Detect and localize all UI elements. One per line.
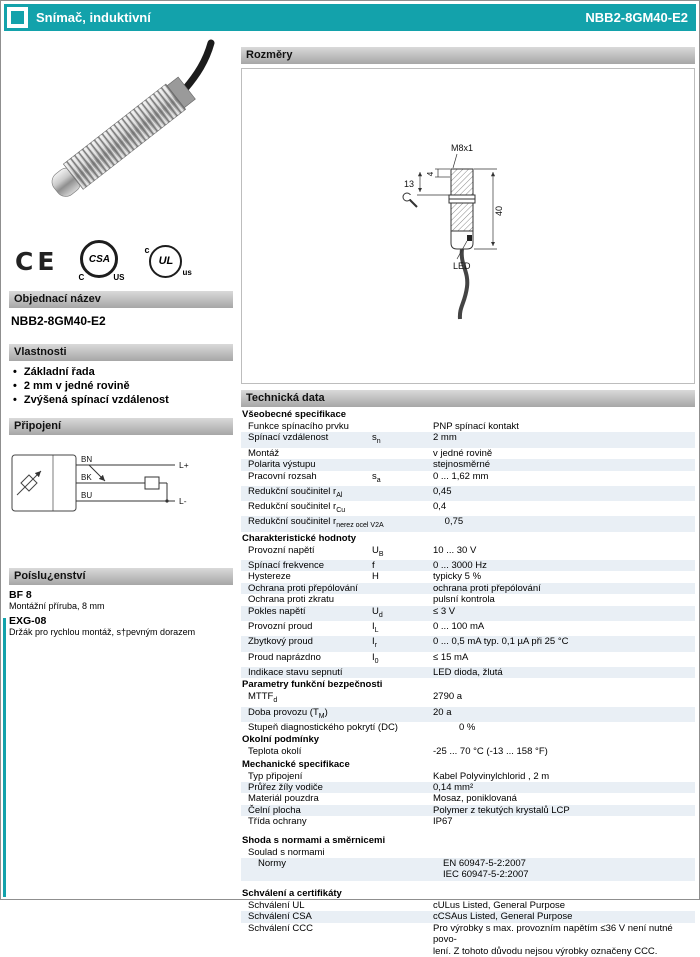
tech-row-label: Provozní proud [248, 620, 313, 632]
tech-row-label: Teplota okolí [248, 746, 302, 758]
tech-row-symbol: H [372, 571, 379, 583]
feature-item: • 2 mm v jedné rovině [13, 380, 233, 392]
tech-row [241, 722, 695, 733]
tech-row-label: Spínací frekvence [248, 560, 325, 571]
section-header-dimensions: Rozměry [241, 47, 695, 64]
brand-logo-square [11, 11, 24, 24]
product-photo [9, 39, 231, 237]
wrench-icon [403, 193, 417, 207]
ce-mark-icon: CE [15, 246, 59, 276]
tech-row-symbol: $s_a$ [372, 470, 381, 484]
tech-row-symbol [372, 923, 433, 957]
tech-row-symbol [372, 746, 433, 757]
section-header-features: Vlastnosti [9, 344, 233, 361]
tech-row-label: Doba provozu $(T_M)$ [248, 706, 328, 720]
left-edge-accent [3, 618, 6, 897]
tech-row-label: Soulad s normami [248, 846, 325, 858]
tech-row [241, 847, 695, 858]
tech-row-label: Průřez žíly vodiče [248, 782, 323, 794]
tech-row [241, 782, 695, 793]
tech-row-symbol [372, 691, 433, 706]
tech-row-label: Schválení UL [248, 899, 305, 911]
tech-row-label: Schválení CSA [248, 911, 312, 923]
tech-row-label: Indikace stavu sepnutí [248, 666, 343, 678]
tech-section-header: Schválení a certifikáty [242, 887, 342, 899]
tech-row [241, 471, 695, 486]
accessory-description: Držák pro rychlou montáž, s†pevným dorazem [9, 627, 196, 637]
certification-logos [9, 239, 233, 283]
tech-row-label: Redukční součinitel $r_{Cu}$ [248, 501, 346, 514]
overall-length-label: 40 [494, 205, 504, 217]
wiring-diagram [9, 441, 214, 529]
csa-us-text: US [113, 273, 125, 282]
tech-row-value: cULus Listed, General Purpose [433, 899, 566, 911]
tech-row-symbol: f [372, 560, 375, 571]
tech-section-header: Okolní podmínky [242, 734, 320, 746]
tech-section-header: Parametry funkční bezpečnosti [242, 679, 383, 691]
tech-row-value: ≤ 3 V [433, 605, 456, 617]
tech-row-label: Ochrana proti přepólování [248, 582, 358, 594]
tech-section-header: Shoda s normami a směrnicemi [242, 834, 386, 846]
tech-row-value: 2790 a [433, 691, 463, 703]
tech-row [241, 900, 695, 911]
tech-row-value: cCSAus Listed, General Purpose [433, 911, 573, 923]
tech-row-label: Normy [258, 858, 286, 870]
tech-row-value: 0 ... 1,62 mm [433, 470, 489, 482]
tech-row-label: Provozní napětí [248, 544, 315, 556]
tech-row-symbol [372, 421, 433, 432]
section-header-accessories: Poíslu¿enství [9, 568, 233, 585]
accessory-name: EXG-08 [9, 615, 47, 627]
tech-row-symbol [372, 793, 433, 804]
tech-row-value: 0,4 [433, 501, 447, 513]
tech-row-symbol [372, 501, 433, 516]
tech-row [241, 583, 695, 594]
dimension-drawing [357, 139, 557, 349]
tech-row-symbol [372, 448, 433, 459]
tech-row [241, 923, 695, 957]
tech-row-symbol [372, 816, 433, 827]
tech-row [241, 594, 695, 605]
tech-row [241, 516, 695, 531]
tech-row-value: ochrana proti přepólování [433, 582, 541, 594]
tech-row-label: Typ připojení [248, 770, 303, 782]
tech-row-label: Hystereze [248, 571, 291, 583]
accessory-description: Montážní příruba, 8 mm [9, 601, 105, 611]
tech-row-label: Schválení CCC [248, 922, 313, 934]
tech-row-value: LED dioda, žlutá [433, 666, 503, 678]
thread-label: M8x1 [450, 143, 474, 153]
csa-c-text: C [78, 273, 85, 282]
tech-row-value: 0 ... 3000 Hz [433, 560, 487, 571]
tech-row-label: Redukční součinitel $r_{nerez ocel V2A}$ [248, 516, 384, 530]
product-photo-area [9, 39, 233, 237]
tech-row [241, 691, 695, 706]
ul-mark-icon [144, 241, 191, 281]
tech-row [241, 621, 695, 636]
tech-row-label: $MTTF_d$ [248, 691, 278, 705]
tech-row-value: stejnosměrné [433, 459, 491, 471]
tech-row-value: Pro výrobky s max. provozním napětím ≤36 V není nutné povo- lení. Z tohoto důvodu nejsou výrobky označeny CCC. [433, 922, 673, 957]
tech-row [241, 911, 695, 922]
tech-section-header: Všeobecné specifikace [242, 409, 347, 420]
page-title: Snímač, induktivní [36, 10, 151, 25]
tech-row-symbol [372, 583, 433, 594]
tech-row [241, 560, 695, 571]
tech-row-symbol: $U_B$ [372, 544, 384, 558]
right-column [241, 47, 695, 957]
tech-row [241, 432, 695, 447]
tech-row-value: IP67 [433, 816, 453, 828]
tech-row-value: -25 ... 70 °C (-13 ... 158 °F) [433, 746, 548, 758]
product-number: NBB2-8GM40-E2 [585, 10, 688, 25]
tech-row [241, 421, 695, 432]
tech-row-value: PNP spínací kontakt [433, 421, 519, 432]
dimension-box [241, 68, 695, 384]
tech-row [241, 636, 695, 651]
tech-row-label: Pokles napětí [248, 605, 306, 617]
tech-row-label: Spínací vzdálenost [248, 432, 329, 444]
terminal-label-lminus: L- [179, 496, 187, 506]
tech-row-value: 0,75 [444, 516, 464, 528]
tech-row-label: Polarita výstupu [248, 459, 316, 471]
tech-row-label: Ochrana proti zkratu [248, 594, 335, 606]
tip-dim-label: 4 [426, 171, 435, 177]
tech-row-label: Čelní plocha [248, 804, 301, 816]
tech-row-value: 20 a [433, 706, 452, 718]
order-name: NBB2-8GM40-E2 [11, 314, 106, 328]
led-indicator [467, 235, 472, 241]
tech-row-label: Montáž [248, 447, 280, 459]
tech-row-symbol [372, 805, 433, 816]
tech-row-symbol [372, 594, 433, 605]
tech-row-value: 0 % [458, 721, 476, 733]
tech-row-symbol [372, 782, 433, 793]
tech-row [241, 667, 695, 678]
tech-row-symbol [382, 858, 443, 881]
load-symbol [145, 477, 159, 489]
tech-row [241, 793, 695, 804]
section-header-order: Objednací název [9, 291, 233, 308]
tech-row-label: Redukční součinitel $r_{Al}$ [248, 485, 343, 499]
tech-row-value: EN 60947-5-2:2007 IEC 60947-5-2:2007 [443, 858, 529, 881]
tech-row-value: typicky 5 % [433, 571, 482, 583]
tech-row-symbol: $U_d$ [372, 605, 383, 619]
ul-c-text: c [144, 245, 150, 255]
tech-row-value: 0,45 [433, 485, 452, 497]
feature-item: • Základní řada [13, 366, 233, 378]
tech-row [241, 771, 695, 782]
tech-row-symbol: $s_n$ [372, 432, 381, 446]
wire-label-bk: BK [81, 473, 92, 482]
tech-row-label: Funkce spínacího prvku [248, 421, 349, 432]
tech-row-label: Pracovní rozsah [248, 470, 317, 482]
accessory-item [9, 589, 233, 611]
wire-label-bu: BU [81, 491, 93, 500]
tech-row-value: ≤ 15 mA [433, 651, 469, 663]
tech-row-label: Stupeň diagnostického pokrytí (DC) [248, 721, 398, 733]
left-column [9, 39, 233, 640]
tech-row [241, 707, 695, 722]
sensor-thread [63, 84, 185, 189]
tech-row-symbol [372, 667, 433, 678]
tech-row-value: pulsní kontrola [433, 594, 495, 606]
tech-row-value: 0 ... 100 mA [433, 620, 485, 632]
header-bar [4, 4, 696, 31]
tech-section-header: Mechanické specifikace [242, 758, 350, 770]
thread-lower [451, 203, 473, 231]
tech-row-symbol [372, 900, 433, 911]
tech-table [241, 409, 695, 957]
tech-row-value: 10 ... 30 V [433, 544, 477, 556]
cable-drawing [460, 249, 467, 319]
section-header-connection: Připojení [9, 418, 233, 435]
tech-row [241, 571, 695, 582]
tech-section-header: Charakteristické hodnoty [242, 532, 357, 544]
csa-mark-icon [78, 240, 125, 282]
tech-row-symbol [372, 771, 433, 782]
flats-dim-label: 13 [403, 179, 414, 189]
tech-row-value: 0 ... 0,5 mA typ. 0,1 µA při 25 °C [433, 636, 569, 648]
tech-row-symbol [372, 459, 433, 470]
accessory-name: BF 8 [9, 589, 32, 601]
tech-row-symbol [398, 722, 459, 733]
tech-row-label: Třída ochrany [248, 816, 307, 828]
features-list [9, 366, 233, 406]
tech-row [241, 606, 695, 621]
tech-row [241, 459, 695, 470]
ul-us-text: us [182, 268, 192, 277]
tech-row-value: 0,14 mm² [433, 782, 474, 794]
tech-row [241, 805, 695, 816]
tech-row [241, 448, 695, 459]
sensor-cable [185, 43, 211, 89]
tech-row-label: Zbytkový proud [248, 636, 313, 648]
tech-row-symbol: $I_L$ [372, 620, 379, 634]
accessories-list [9, 589, 233, 637]
tech-row-value [433, 847, 695, 858]
csa-text: CSA [88, 253, 110, 265]
tech-row-symbol [372, 847, 433, 858]
connection-diagram [9, 441, 233, 534]
tech-row-symbol [372, 707, 433, 722]
tech-row [241, 746, 695, 757]
wire-label-bn: BN [81, 455, 93, 464]
tech-row [241, 858, 695, 881]
ul-text: UL [149, 245, 182, 278]
feature-item: • Zvýšená spínací vzdálenost [13, 394, 233, 406]
led-label: LED [453, 261, 471, 271]
tech-row-symbol: $I_r$ [372, 636, 377, 650]
section-header-tech: Technická data [241, 390, 695, 407]
tech-row-value: 2 mm [433, 432, 457, 444]
tech-row-label: Proud naprázdno [248, 651, 321, 663]
tech-row-value: Kabel Polyvinylchlorid , 2 m [433, 770, 550, 782]
terminal-label-lplus: L+ [179, 460, 189, 470]
tech-row [241, 545, 695, 560]
tech-row-symbol [372, 911, 433, 922]
brand-logo [7, 7, 28, 28]
tech-row [241, 652, 695, 667]
tech-row-label: Materiál pouzdra [248, 793, 319, 805]
tech-row [241, 486, 695, 501]
tech-row-symbol [372, 486, 433, 501]
thread-upper [451, 169, 473, 195]
tech-row-value: Polymer z tekutých krystalů LCP [433, 804, 570, 816]
accessory-item [9, 615, 233, 637]
tech-row [241, 816, 695, 827]
tech-row [241, 501, 695, 516]
tech-row-value: Mosaz, poniklovaná [433, 793, 517, 805]
tech-row-value: v jedné rovině [433, 447, 493, 459]
tech-row-symbol: $I_0$ [372, 651, 379, 665]
tech-row-symbol [384, 516, 445, 531]
